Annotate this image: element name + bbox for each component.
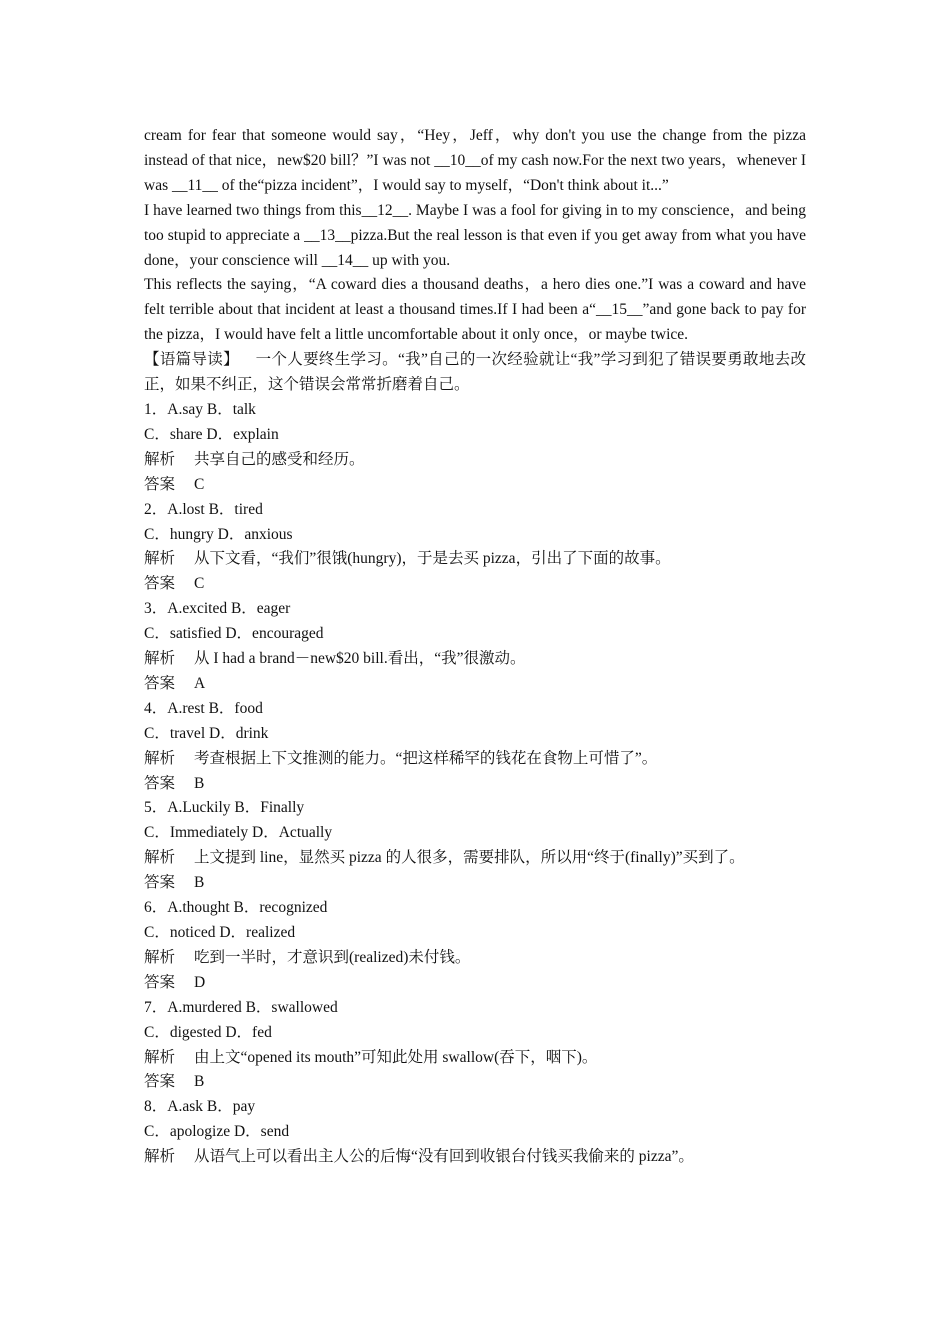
question-analysis (144, 747, 806, 772)
question-options-cd: C．noticed D．realized (144, 924, 296, 941)
question-analysis (144, 1145, 806, 1170)
answer-label: 答案 (144, 774, 176, 792)
question-analysis (144, 448, 806, 473)
question-options-cd: C．apologize D．send (144, 1123, 290, 1141)
analysis-text: 吃到一半时，才意识到(realized)未付钱。 (194, 948, 471, 966)
analysis-label: 解析 (144, 550, 176, 568)
answer-value: C (194, 575, 205, 593)
question-answer (144, 1070, 806, 1095)
passage-paragraph-1: cream for fear that someone would say，“Hey，Jeff，why don't you use the change from the pizza instead of that nice，new$20 bill？”I was not __10__of my cash now.For the next two years，whenever I was __11__ of the“pizza incident”，I would say to myself，“Don't think about it...” (144, 127, 806, 194)
question-3 (144, 597, 806, 697)
analysis-label: 解析 (144, 849, 176, 867)
answer-value: D (194, 973, 206, 991)
document-page (144, 124, 806, 1170)
answer-value: A (194, 674, 206, 692)
analysis-label: 解析 (144, 948, 176, 966)
reading-guide (144, 348, 806, 398)
question-options-ab: 4．A.rest B．food (144, 699, 263, 717)
question-answer (144, 572, 806, 597)
question-answer (144, 473, 806, 498)
answer-value: B (194, 774, 205, 792)
question-2 (144, 498, 806, 598)
question-answer (144, 971, 806, 996)
question-options-cd: C．share D．explain (144, 425, 279, 443)
answer-label: 答案 (144, 475, 176, 493)
question-options-ab: 3．A.excited B．eager (144, 600, 291, 618)
question-7 (144, 996, 806, 1096)
analysis-label: 解析 (144, 450, 176, 468)
answer-value: B (194, 874, 205, 892)
reading-guide-tag: 【语篇导读】 (144, 351, 239, 369)
analysis-text: 从 I had a brand－new$20 bill.看出，“我”很激动。 (194, 650, 526, 668)
analysis-label: 解析 (144, 1048, 176, 1066)
answer-label: 答案 (144, 575, 176, 593)
answer-value: B (194, 1073, 205, 1091)
question-analysis (144, 647, 806, 672)
analysis-label: 解析 (144, 650, 176, 668)
question-options-cd: C．satisfied D．encouraged (144, 625, 324, 643)
question-answer (144, 672, 806, 697)
answer-value: C (194, 475, 205, 493)
answer-label: 答案 (144, 674, 176, 692)
passage-paragraph-3: This reflects the saying，“A coward dies a thousand deaths，a hero dies one.”I was a coward and have felt terrible about that incident at least a thousand times.If I had been a“__15__”and gone back to pay for the pizza，I would have felt a little uncomfortable about it only once，or maybe twice. (144, 276, 806, 344)
analysis-label: 解析 (144, 1148, 176, 1166)
analysis-text: 从下文看，“我们”很饿(hungry)，于是去买 pizza，引出了下面的故事。 (194, 550, 671, 568)
question-options-ab: 1．A.say B．talk (144, 400, 256, 418)
question-analysis (144, 1046, 806, 1071)
question-options-ab: 6．A.thought B．recognized (144, 899, 328, 917)
analysis-text: 从语气上可以看出主人公的后悔“没有回到收银台付钱买我偷来的 pizza”。 (194, 1148, 694, 1166)
analysis-label: 解析 (144, 749, 176, 767)
answer-label: 答案 (144, 973, 176, 991)
question-options-cd: C．travel D．drink (144, 724, 269, 742)
question-options-ab: 5．A.Luckily B．Finally (144, 799, 305, 817)
question-options-ab: 8．A.ask B．pay (144, 1098, 256, 1116)
analysis-text: 由上文“opened its mouth”可知此处用 swallow(吞下，咽下)。 (194, 1048, 598, 1066)
passage-paragraph-2: I have learned two things from this__12__. Maybe I was a fool for giving in to my conscience，and being too stupid to appreciate a __13__pizza.But the real lesson is that even if you get away from what you have done，your conscience will __14__ up with you. (144, 201, 806, 269)
question-analysis (144, 946, 806, 971)
reading-guide-text: 一个人要终生学习。“我”自己的一次经验就让“我”学习到犯了错误要勇敢地去改正，如果不纠正，这个错误会常常折磨着自己。 (144, 351, 806, 394)
analysis-text: 共享自己的感受和经历。 (194, 450, 365, 468)
question-options-ab: 7．A.murdered B．swallowed (144, 998, 338, 1016)
question-answer (144, 772, 806, 797)
question-8 (144, 1095, 806, 1170)
question-5 (144, 796, 806, 896)
question-1 (144, 398, 806, 498)
question-options-cd: C．digested D．fed (144, 1023, 272, 1041)
answer-label: 答案 (144, 1073, 176, 1091)
analysis-text: 考查根据上下文推测的能力。“把这样稀罕的钱花在食物上可惜了”。 (194, 749, 658, 767)
question-options-cd: C．hungry D．anxious (144, 525, 293, 543)
answer-label: 答案 (144, 874, 176, 892)
analysis-text: 上文提到 line，显然买 pizza 的人很多，需要排队，所以用“终于(finally)”买到了。 (194, 849, 745, 867)
question-6 (144, 896, 806, 996)
question-4 (144, 697, 806, 797)
question-options-cd: C．Immediately D．Actually (144, 824, 333, 842)
question-answer (144, 871, 806, 896)
question-options-ab: 2．A.lost B．tired (144, 500, 263, 518)
question-analysis (144, 846, 806, 871)
question-analysis (144, 547, 806, 572)
